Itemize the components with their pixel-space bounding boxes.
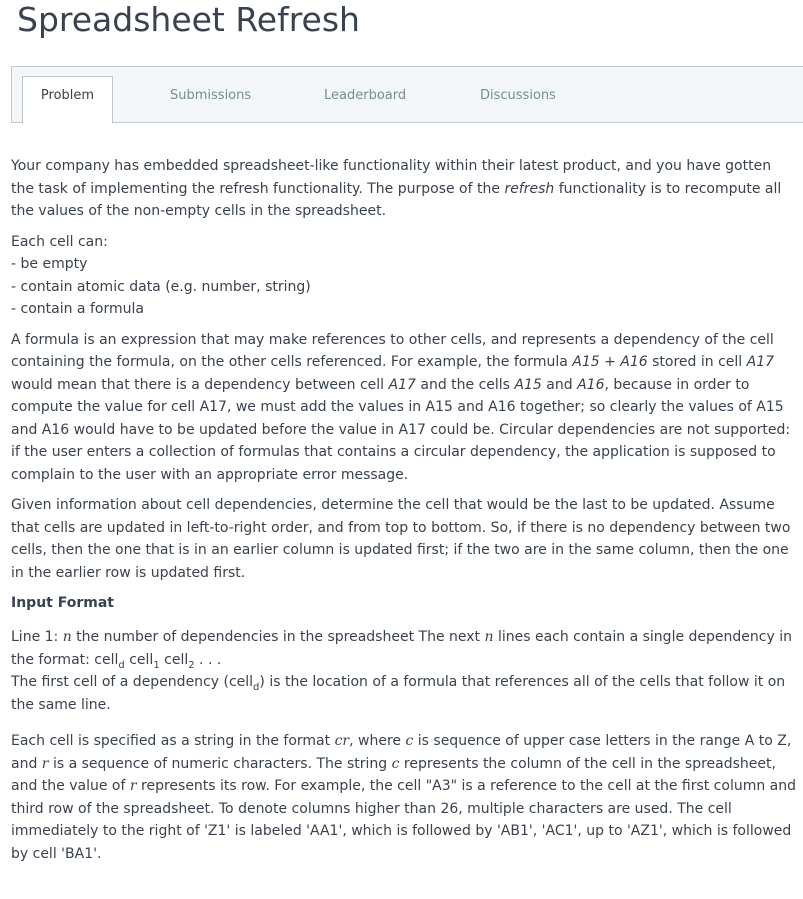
cell-types-paragraph: Each cell can: - be empty - contain atomic data (e.g. number, string) - contain a formula	[11, 233, 311, 317]
first-cell-paragraph: The first cell of a dependency (cell$_d$) is the location of a formula that references all of the cells that follow it on the same line.	[11, 674, 786, 713]
tab-leaderboard[interactable]: Leaderboard	[324, 88, 407, 103]
input-line-paragraph: Line 1: n the number of dependencies in the spreadsheet The next n lines each contain a single dependency in the format: cell$_d$ cell$_1$ cell$_2$ . . .	[11, 629, 792, 671]
problem-statement	[11, 155, 797, 873]
cell-format-paragraph: Each cell is specified as a string in the format cr, where c is sequence of upper case letters in the range A to Z, and r is a sequence of numeric characters. The string c represents the column of the cell in the spreadsheet, and the value of r represents its row. For example, the cell "A3" is a reference to the cell at the first column and third row of the spreadsheet. To denote columns higher than 26, multiple characters are used. The cell immediately to the right of 'Z1' is labeled 'AA1', which is followed by 'AB1', 'AC1', up to 'AZ1', which is followed by cell 'BA1'.	[11, 733, 797, 862]
formula-paragraph: A formula is an expression that may make references to other cells, and represents a dependency of the cell containing the formula, on the other cells referenced. For example, the formula A15 + A16 stored in cell A17 would mean that there is a dependency between cell A17 and the cells A15 and A16, because in order to compute the value for cell A17, we must add the values in A15 and A16 together; so clearly the values of A15 and A16 would have to be updated before the value in A17 could be. Circular dependencies are not supported: if the user enters a collection of formulas that contains a circular dependency, the application is supposed to complain to the user with an appropriate error message.	[11, 331, 791, 483]
page-title: Spreadsheet Refresh	[17, 0, 360, 39]
input-format-heading: Input Format	[11, 595, 114, 611]
tab-discussions[interactable]: Discussions	[480, 88, 556, 103]
intro-paragraph: Your company has embedded spreadsheet-like functionality within their latest product, and you have gotten the task of implementing the refresh functionality. The purpose of the refresh functionality is to recompute all the values of the non-empty cells in the spreadsheet.	[11, 158, 782, 219]
tab-bar	[11, 66, 803, 123]
update-order-paragraph: Given information about cell dependencies, determine the cell that would be the last to be updated. Assume that cells are updated in left-to-right order, and from top to bottom. So, if there is no dependency between two cells, then the one that is in an earlier column is updated first; if the two are in the same column, then the one in the earlier row is updated first.	[11, 497, 791, 581]
tab-problem[interactable]: Problem	[22, 76, 113, 124]
tab-submissions[interactable]: Submissions	[170, 88, 252, 103]
